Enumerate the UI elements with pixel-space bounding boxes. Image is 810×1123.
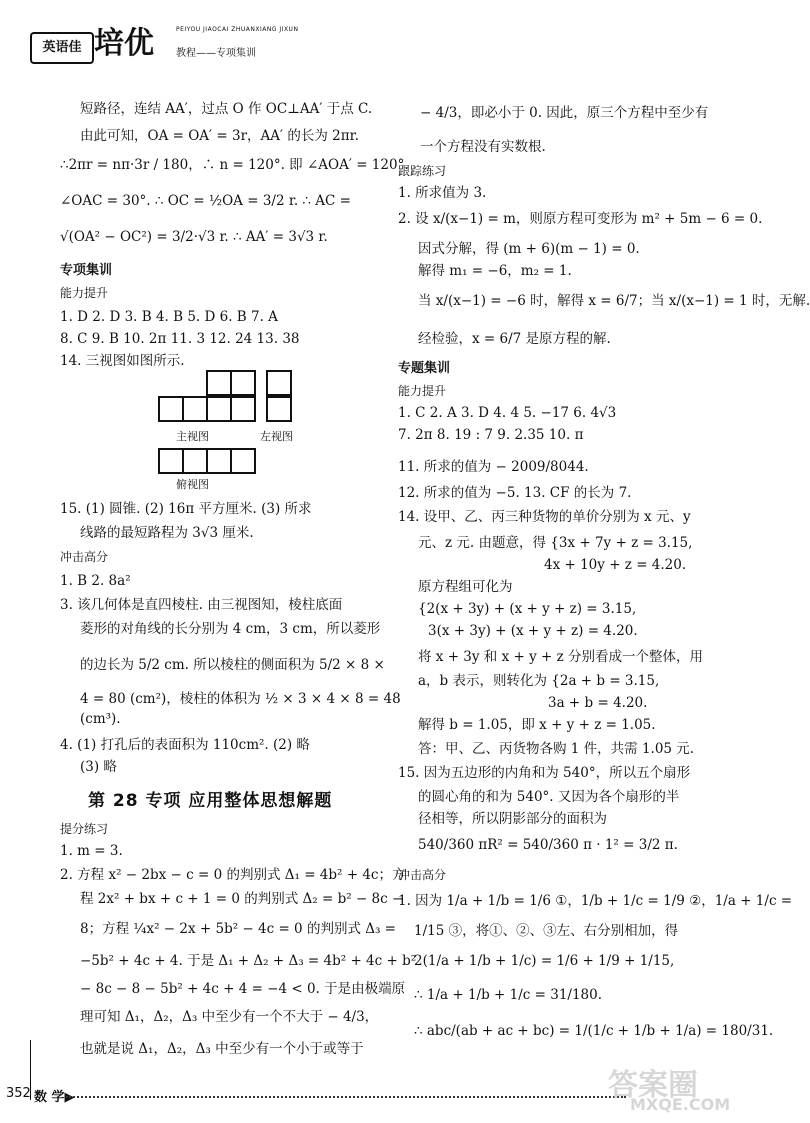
text-line: 一个方程没有实数根.	[420, 139, 546, 155]
answer-line: 线路的最短路程为 3√3 厘米.	[80, 525, 254, 541]
header-badge: 英语佳	[30, 32, 94, 64]
answer-line: 的边长为 5/2 cm. 所以棱柱的侧面积为 5/2 × 8 ×	[80, 657, 385, 673]
answer-line: −5b² + 4c + 4. 于是 Δ₁ + Δ₂ + Δ₃ = 4b² + 4c + b²	[80, 953, 417, 969]
answer-line: 程 2x² + bx + c + 1 = 0 的判别式 Δ₂ = b² − 8c −	[80, 891, 404, 907]
header-brand: 培优	[94, 26, 154, 61]
answer-line: 理可知 Δ₁，Δ₂，Δ₃ 中至少有一个不大于 − 4/3，	[80, 1009, 379, 1025]
subsection-heading: 提分练习	[60, 822, 109, 836]
answer-line: 2. 设 x/(x−1) = m，则原方程可变形为 m² + 5m − 6 = 0.	[398, 211, 763, 227]
front-view-label: 主视图	[176, 430, 209, 443]
answer-line: 1/15 ③，将①、②、③左、右分别相加，得	[414, 923, 679, 939]
section-heading: 专项集训	[60, 263, 113, 278]
answer-line: 菱形的对角线的长分别为 4 cm，3 cm，所以菱形	[80, 621, 381, 637]
answer-line: 3. 该几何体是直四棱柱. 由三视图知，棱柱底面	[60, 597, 343, 613]
answer-line: 的圆心角的和为 540°. 又因为各个扇形的半	[418, 789, 680, 805]
text-line: √(OA² − OC²) = 3/2·√3 r. ∴ AA′ = 3√3 r.	[60, 229, 328, 245]
text-line: 由此可知，OA = OA′ = 3r，AA′ 的长为 2πr.	[80, 128, 359, 144]
text-line: − 4/3，即必小于 0. 因此，原三个方程中至少有	[420, 105, 709, 121]
header-subtitle: 教程——专项集训	[176, 48, 256, 59]
section-heading: 专题集训	[398, 361, 451, 376]
answer-line: 15. (1) 圆锥. (2) 16π 平方厘米. (3) 所求	[60, 501, 312, 517]
answer-line: ∴ 1/a + 1/b + 1/c = 31/180.	[414, 987, 603, 1003]
watermark-url: MXQE.COM	[630, 1095, 731, 1114]
answer-line: {2(x + 3y) + (x + y + z) = 3.15,	[418, 601, 637, 617]
answer-line: 原方程组可化为	[418, 579, 513, 595]
answer-line: 当 x/(x−1) = −6 时，解得 x = 6/7；当 x/(x−1) = 1 时，无解.	[418, 293, 810, 309]
answer-line: 8；方程 ¼x² − 2x + 5b² − 4c = 0 的判别式 Δ₃ =	[80, 921, 396, 937]
answer-line: 径相等，所以阴影部分的面积为	[418, 811, 607, 827]
subsection-heading: 冲击高分	[398, 868, 447, 882]
answer-line: 1. C 2. A 3. D 4. 4 5. −17 6. 4√3	[398, 405, 617, 421]
text-line: ∴2πr = nπ·3r / 180，∴ n = 120°. 即 ∠AOA′ = 120°.	[60, 157, 409, 173]
answer-line: 2. 方程 x² − 2bx − c = 0 的判别式 Δ₁ = 4b² + 4c；方	[60, 867, 406, 883]
answer-line: 14. 设甲、乙、丙三种货物的单价分别为 x 元、y	[398, 509, 691, 525]
answer-line: 也就是说 Δ₁，Δ₂，Δ₃ 中至少有一个小于或等于	[80, 1041, 364, 1057]
answer-line: 11. 所求的值为 − 2009/8044.	[398, 459, 589, 475]
answer-line: 解得 m₁ = −6，m₂ = 1.	[418, 263, 572, 279]
answer-line: 将 x + 3y 和 x + y + z 分别看成一个整体，用	[418, 649, 704, 665]
subsection-heading: 能力提升	[398, 384, 447, 398]
answer-line: 12. 所求的值为 −5. 13. CF 的长为 7.	[398, 485, 632, 501]
left-view-label: 左视图	[260, 430, 293, 443]
answer-line: 7. 2π 8. 19 : 7 9. 2.35 10. π	[398, 427, 584, 443]
answer-line: 1. D 2. D 3. B 4. B 5. D 6. B 7. A	[60, 309, 278, 325]
book-header	[30, 18, 330, 78]
answer-line: 2(1/a + 1/b + 1/c) = 1/6 + 1/9 + 1/15,	[414, 953, 675, 969]
text-line: 短路径，连结 AA′，过点 O 作 OC⊥AA′ 于点 C.	[80, 101, 373, 117]
answer-line: 4x + 10y + z = 4.20.	[544, 557, 687, 573]
answer-line: 8. C 9. B 10. 2π 11. 3 12. 24 13. 38	[60, 331, 300, 347]
subject-label: 数 学▶	[34, 1090, 75, 1105]
top-view-label: 俯视图	[176, 478, 209, 491]
answer-line: 4. (1) 打孔后的表面积为 110cm². (2) 略	[60, 737, 310, 753]
page-number: 352	[6, 1086, 31, 1101]
answer-line: ∴ abc/(ab + ac + bc) = 1/(1/c + 1/b + 1/a) = 180/31.	[414, 1023, 774, 1039]
answer-line: 15. 因为五边形的内角和为 540°，所以五个扇形	[398, 765, 691, 781]
three-views-figure	[158, 370, 308, 490]
answer-line: 1. 所求值为 3.	[398, 185, 487, 201]
subsection-heading: 能力提升	[60, 286, 109, 300]
answer-line: − 8c − 8 − 5b² + 4c + 4 = −4 < 0. 于是由极端原	[80, 981, 406, 997]
chapter-title: 第 28 专项 应用整体思想解题	[88, 791, 333, 811]
answer-line: 3a + b = 4.20.	[548, 695, 648, 711]
subsection-heading: 跟踪练习	[398, 164, 447, 178]
answer-line: 3(x + 3y) + (x + y + z) = 4.20.	[428, 623, 638, 639]
answer-line: (3) 略	[80, 759, 117, 775]
subsection-heading: 冲击高分	[60, 550, 109, 564]
answer-line: 解得 b = 1.05，即 x + y + z = 1.05.	[418, 717, 656, 733]
answer-line: a，b 表示，则转化为 {2a + b = 3.15,	[418, 673, 660, 689]
header-tag: PEIYOU JIAOCAI ZHUANXIANG JIXUN	[176, 26, 299, 33]
answer-line: 14. 三视图如图所示.	[60, 353, 185, 369]
answer-line: 1. B 2. 8a²	[60, 573, 131, 589]
text-line: ∠OAC = 30°. ∴ OC = ½OA = 3/2 r. ∴ AC =	[60, 193, 351, 209]
answer-line: 元、z 元. 由题意，得 {3x + 7y + z = 3.15,	[418, 535, 693, 551]
watermark-logo: 答案圈	[608, 1068, 698, 1103]
answer-line: 因式分解，得 (m + 6)(m − 1) = 0.	[418, 241, 640, 257]
answer-line: 答：甲、乙、丙货物各购 1 件，共需 1.05 元.	[418, 741, 695, 757]
dotted-rule	[66, 1096, 626, 1098]
answer-line: 4 = 80 (cm²)，棱柱的体积为 ½ × 3 × 4 × 8 = 48	[80, 691, 401, 707]
answer-line: (cm³).	[80, 711, 121, 727]
answer-line: 经检验，x = 6/7 是原方程的解.	[418, 331, 611, 347]
answer-line: 540/360 πR² = 540/360 π · 1² = 3/2 π.	[418, 837, 678, 853]
answer-line: 1. m = 3.	[60, 843, 123, 859]
answer-line: 1. 因为 1/a + 1/b = 1/6 ①，1/b + 1/c = 1/9 ②，1/a + 1/c =	[398, 893, 793, 909]
